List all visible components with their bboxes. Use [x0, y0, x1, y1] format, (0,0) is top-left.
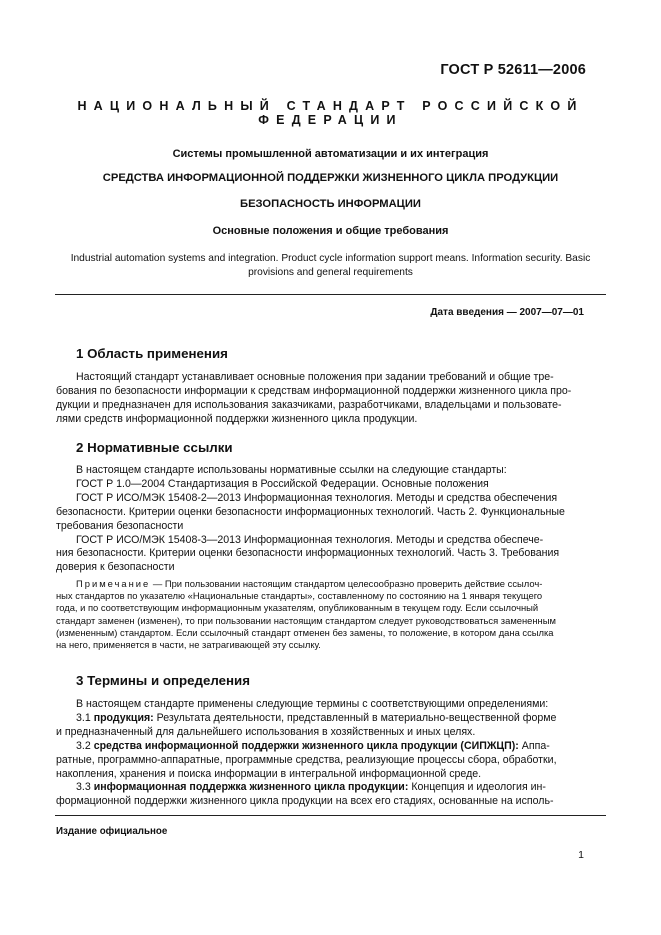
english-title-line: Industrial automation systems and integration. Product cycle information support means. Information security. Basic [70, 253, 591, 264]
series-title: Системы промышленной автоматизации и их интеграция [172, 148, 489, 160]
text-line: безопасности. Критерии оценки безопасности информационных технологий. Часть 2. Функциональные [56, 505, 565, 518]
note-line: Примечание — При пользовании настоящим стандартом целесообразно проверить действие ссылоч- [76, 578, 543, 589]
text-line: ратные, программно-аппаратные, программные средства, реализующие процессы сбора, обработки, [56, 753, 557, 766]
note-line: (измененным) стандартом. Если ссылочный стандарт отменен без замены, то положение, в котором дана ссылка [56, 626, 554, 638]
text-line: доверия к безопасности [56, 561, 175, 574]
footer-divider [55, 815, 606, 816]
text-line: дукции и предназначен для использования заказчиками, разработчиками, владельцами и пользовате- [56, 398, 562, 411]
note-line: на него, применяется в части, не затрагивающей эту ссылку. [56, 639, 321, 651]
text-line: ГОСТ Р 1.0—2004 Стандартизация в Российской Федерации. Основные положения [76, 477, 489, 490]
section-2-heading: 2 Нормативные ссылки [76, 440, 233, 455]
text-line: Настоящий стандарт устанавливает основные положения при задании требований и общие тре- [76, 371, 554, 383]
text-line: ГОСТ Р ИСО/МЭК 15408-3—2013 Информационная технология. Методы и средства обеспече- [76, 533, 544, 546]
term-3-1: 3.1 продукция: Результата деятельности, представленный в материально-вещественной форме [76, 711, 557, 724]
text-line: формационной поддержки жизненного цикла продукции на всех его стадиях, основанные на исполь- [56, 795, 554, 808]
page-number: 1 [578, 849, 584, 861]
section-2-body [56, 464, 582, 575]
introduction-date: Дата введения — 2007—07—01 [430, 307, 584, 318]
official-edition-label: Издание официальное [56, 826, 168, 837]
text-line: накопления, хранения и поиска информации в интегральной информационной среде. [56, 767, 482, 780]
term-name: средства информационной поддержки жизненного цикла продукции (СИПЖЦП): [93, 739, 519, 752]
text-line: ния безопасности. Критерии оценки безопасности информационных технологий. Часть 3. Требования [56, 547, 560, 560]
text-line: бования по безопасности информации к средствам информационной поддержки жизненного цикла про- [56, 384, 572, 397]
text-line: требования безопасности [56, 519, 184, 532]
subtitle: Основные положения и общие требования [212, 225, 449, 237]
english-title [62, 252, 599, 280]
section-3-body [56, 698, 582, 809]
text-line: лями средств информационной поддержки жизненного цикла продукции. [56, 412, 418, 425]
section-2-note [56, 578, 582, 651]
title-divider [55, 294, 606, 295]
text-line: и предназначенный для дальнейшего использования в хозяйственных и иных целях. [56, 725, 476, 738]
english-title-line: provisions and general requirements [248, 267, 413, 278]
term-3-3: 3.3 информационная поддержка жизненного цикла продукции: Концепция и идеология ин- [76, 781, 546, 794]
national-standard-heading: НАЦИОНАЛЬНЫЙ СТАНДАРТ РОССИЙСКОЙ ФЕДЕРАЦИИ [77, 99, 584, 127]
main-title: СРЕДСТВА ИНФОРМАЦИОННОЙ ПОДДЕРЖКИ ЖИЗНЕННОГО ЦИКЛА ПРОДУКЦИИ [102, 172, 559, 184]
note-line: стандарт заменен (изменен), то при пользовании настоящим стандартом следует руководствоваться замененным [56, 614, 556, 626]
text-line: В настоящем стандарте использованы нормативные ссылки на следующие стандарты: [76, 464, 507, 476]
note-line: ных стандартов по указателю «Национальные стандарты», составленному по состоянию на 1 января текущего [56, 590, 543, 602]
term-3-2: 3.2 средства информационной поддержки жизненного цикла продукции (СИПЖЦП): Аппа- [76, 739, 550, 752]
text-line: ГОСТ Р ИСО/МЭК 15408-2—2013 Информационная технология. Методы и средства обеспечения [76, 491, 558, 504]
section-1-body [56, 371, 582, 427]
term-name: продукция: [93, 711, 154, 724]
part-title: БЕЗОПАСНОСТЬ ИНФОРМАЦИИ [240, 198, 421, 210]
text-line: В настоящем стандарте применены следующие термины с соответствующими определениями: [76, 698, 549, 710]
section-1-heading: 1 Область применения [76, 346, 228, 361]
section-3-heading: 3 Термины и определения [76, 673, 250, 688]
note-label: Примечание [76, 578, 151, 589]
document-number: ГОСТ Р 52611—2006 [440, 62, 586, 78]
note-line: года, и по соответствующим информационным указателям, опубликованным в текущем году. Если ссылочный [56, 602, 539, 614]
term-name: информационная поддержка жизненного цикла продукции: [93, 781, 409, 794]
